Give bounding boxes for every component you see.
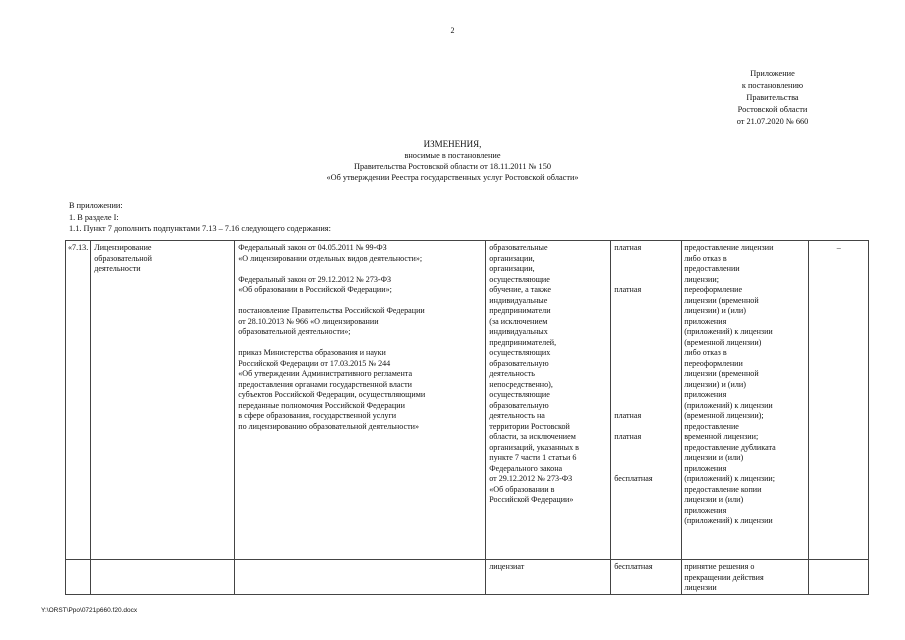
result-line: предоставление дубликата: [684, 442, 776, 452]
recipient-line: Федерального закона: [489, 463, 563, 473]
recipient-line: деятельность: [489, 369, 535, 378]
recipients-cell: [486, 241, 611, 560]
result-line: лицензии и (или): [684, 495, 744, 504]
recipient-line: (за исключением: [489, 316, 548, 326]
result-line: либо отказ в: [684, 253, 727, 263]
result-cell: [682, 560, 809, 595]
note-cell: [809, 241, 869, 560]
table-row: [66, 241, 869, 560]
legal-basis-line: переданные полномочия Российской Федерации: [238, 400, 405, 410]
legal-basis-line: в сфере образования, государственной услуги: [238, 411, 397, 420]
appendix-note: [700, 68, 845, 128]
result-line: предоставлении: [684, 264, 740, 273]
legal-basis-line: от 28.10.2013 № 966 «О лицензировании: [238, 316, 379, 326]
legal-basis-cell: [235, 560, 486, 595]
item-number-cell: [66, 560, 91, 595]
recipient-line: осуществляющие: [489, 390, 550, 399]
intro-line: 1.1. Пункт 7 дополнить подпунктами 7.13 – 7.16 следующего содержания:: [69, 224, 331, 233]
result-line: принятие решения о: [684, 562, 755, 571]
recipient-line: пункте 7 части 1 статьи 6: [489, 453, 577, 462]
title-line: «Об утверждении Реестра государственных услуг Ростовской области»: [326, 173, 579, 182]
intro-line: 1. В разделе I:: [69, 212, 119, 222]
result-line: (приложений) к лицензии: [684, 400, 773, 410]
result-line: лицензии) и (или): [684, 379, 746, 389]
result-line: (приложений) к лицензии: [684, 516, 773, 525]
recipient-line: организации,: [489, 264, 535, 273]
recipient-line: организаций, указанных в: [489, 442, 579, 452]
appendix-line: Правительства: [746, 93, 799, 102]
result-line: переоформление: [684, 285, 743, 294]
recipient-line: образовательные: [489, 243, 548, 252]
recipient-line: Российской Федерации»: [489, 495, 574, 504]
payment-type: бесплатная: [614, 562, 653, 571]
table-row: [66, 560, 869, 595]
result-line: лицензии (временной: [684, 369, 759, 378]
result-line: лицензии (временной: [684, 295, 759, 305]
title-line: вносимые в постановление: [404, 151, 501, 160]
payment-type: платная: [614, 432, 642, 441]
recipient-line: обучение, а также: [489, 285, 551, 294]
payment-type: платная: [614, 411, 642, 420]
service-name-line: деятельности: [94, 264, 141, 273]
result-line: (приложений) к лицензии;: [684, 474, 776, 483]
legal-basis-line: приказ Министерства образования и науки: [238, 348, 386, 357]
legal-basis-line: «О лицензировании отдельных видов деятельности»;: [238, 253, 423, 263]
result-line: приложения: [684, 390, 727, 399]
appendix-line: от 21.07.2020 № 660: [736, 117, 809, 126]
result-line: (временной лицензии);: [684, 411, 764, 420]
legal-basis-line: «Об образовании в Российской Федерации»;: [238, 285, 392, 294]
result-line: приложения: [684, 316, 727, 326]
result-line: либо отказ в: [684, 348, 727, 357]
result-line: приложения: [684, 463, 727, 473]
recipient-line: образовательную: [489, 400, 549, 410]
result-line: приложения: [684, 505, 727, 515]
title-line: Правительства Ростовской области от 18.11.2011 № 150: [354, 162, 551, 171]
legal-basis-cell: [235, 241, 486, 560]
appendix-line: к постановлению: [741, 81, 804, 90]
services-table: [65, 240, 869, 595]
note-dash: –: [836, 243, 841, 252]
recipient-line: осуществляющие: [489, 274, 550, 284]
legal-basis-line: Российской Федерации от 17.03.2015 № 244: [238, 358, 391, 368]
result-line: (временной лицензии): [684, 337, 762, 347]
footer-file-path: Y:\ORST\Ppo\0721p660.f20.docx: [41, 607, 138, 614]
recipient-line: лицензиат: [489, 562, 525, 571]
intro-text: [69, 200, 331, 235]
recipient-line: образовательную: [489, 358, 549, 368]
payment-cell: [611, 560, 682, 595]
recipient-line: осуществляющих: [489, 348, 551, 357]
document-title: [0, 139, 905, 183]
item-number: «7.13.: [68, 243, 89, 252]
appendix-line: Ростовской области: [737, 105, 808, 114]
legal-basis-line: «Об утверждении Административного регламента: [238, 369, 413, 378]
legal-basis-line: по лицензированию образовательной деятельности»: [238, 421, 419, 431]
legal-basis-line: субъектов Российской Федерации, осуществляющими: [238, 390, 426, 399]
legal-basis-line: Федеральный закон от 04.05.2011 № 99-ФЗ: [238, 243, 387, 252]
recipient-line: индивидуальных: [489, 327, 548, 336]
service-name-line: образовательной: [94, 253, 152, 263]
result-line: лицензии;: [684, 274, 719, 284]
note-cell: [809, 560, 869, 595]
item-number-cell: [66, 241, 91, 560]
title-heading: ИЗМЕНЕНИЯ,: [423, 139, 482, 149]
result-line: переоформлении: [684, 358, 743, 368]
recipient-line: предпринимателей,: [489, 337, 557, 347]
legal-basis-line: предоставления органами государственной власти: [238, 379, 412, 389]
appendix-line: Приложение: [750, 69, 795, 78]
intro-line: В приложении:: [69, 201, 123, 210]
payment-type: платная: [614, 285, 642, 294]
recipients-cell: [486, 560, 611, 595]
recipient-line: деятельность на: [489, 411, 545, 420]
payment-type: платная: [614, 243, 642, 252]
result-line: лицензии: [684, 583, 717, 592]
result-line: временной лицензии;: [684, 432, 759, 441]
payment-type: бесплатная: [614, 474, 653, 483]
result-line: лицензии) и (или): [684, 306, 746, 315]
page-number: 2: [450, 26, 455, 35]
result-line: предоставление: [684, 421, 739, 431]
result-line: прекращении действия: [684, 572, 764, 582]
service-name-cell: [91, 560, 235, 595]
legal-basis-line: образовательной деятельности»;: [238, 327, 351, 336]
legal-basis-line: постановление Правительства Российской Федерации: [238, 306, 425, 315]
result-line: (приложений) к лицензии: [684, 327, 773, 336]
recipient-line: области, за исключением: [489, 432, 576, 441]
legal-basis-line: Федеральный закон от 29.12.2012 № 273-ФЗ: [238, 274, 392, 284]
recipient-line: предприниматели: [489, 306, 551, 315]
recipient-line: «Об образовании в: [489, 484, 555, 494]
result-line: предоставление лицензии: [684, 243, 774, 252]
result-cell: [682, 241, 809, 560]
recipient-line: от 29.12.2012 № 273-ФЗ: [489, 474, 573, 483]
recipient-line: индивидуальные: [489, 295, 548, 305]
result-line: лицензии и (или): [684, 453, 744, 462]
result-line: предоставление копии: [684, 484, 762, 494]
recipient-line: территории Ростовской: [489, 421, 570, 431]
service-name-line: Лицензирование: [94, 243, 152, 252]
recipient-line: организации,: [489, 253, 535, 263]
recipient-line: непосредственно),: [489, 379, 553, 389]
payment-cell: [611, 241, 682, 560]
service-name-cell: [91, 241, 235, 560]
